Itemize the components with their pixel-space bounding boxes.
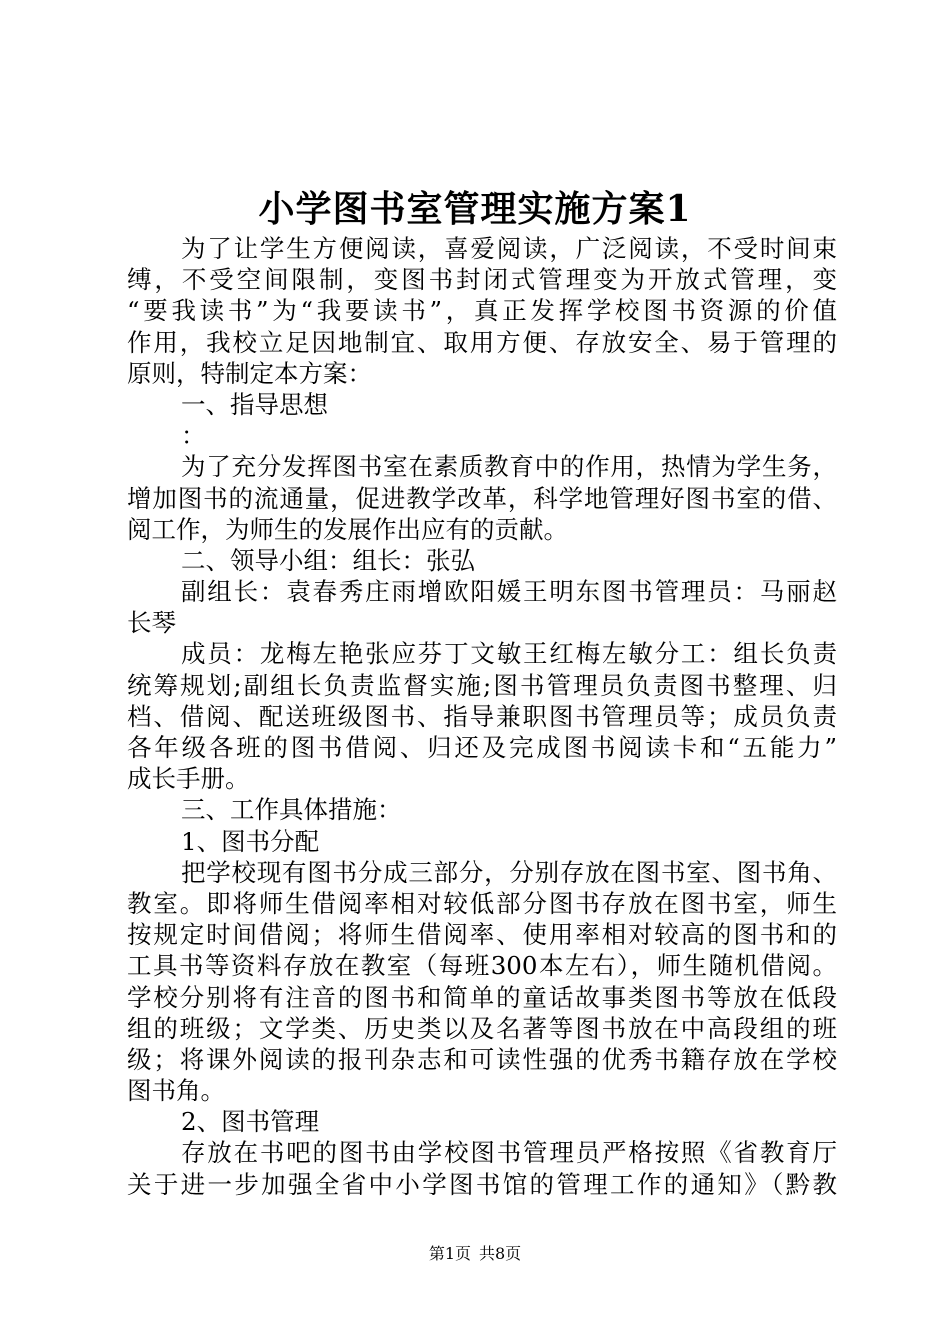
page-title: 小学图书室管理实施方案1 [258, 188, 692, 230]
text-line: 按规定时间借阅；将师生借阅率、使用率相对较高的图书和的 [127, 920, 837, 950]
text-line: ： [181, 421, 206, 451]
text-line: “要我读书”为“我要读书”，真正发挥学校图书资源的价值 [127, 296, 837, 326]
text-line: 图书角。 [127, 1076, 225, 1106]
text-line: 成长手册。 [127, 764, 250, 794]
text-line: 作用，我校立足因地制宜、取用方便、存放安全、易于管理的 [127, 327, 837, 357]
text-line: 成员：龙梅左艳张应芬丁文敏王红梅左敏分工：组长负责 [181, 639, 837, 669]
section-heading: 三、工作具体措施： [181, 795, 402, 825]
text-line: 为了让学生方便阅读，喜爱阅读，广泛阅读，不受时间束 [181, 234, 837, 263]
text-line: 统筹规划;副组长负责监督实施;图书管理员负责图书整理、归 [127, 670, 837, 700]
text-line: 增加图书的流通量，促进教学改革，科学地管理好图书室的借、 [127, 483, 837, 513]
text-line: 原则，特制定本方案： [127, 358, 372, 388]
text-line: 长琴 [127, 608, 176, 638]
text-line: 缚，不受空间限制，变图书封闭式管理变为开放式管理，变 [127, 265, 837, 295]
text-line: 教室。即将师生借阅率相对较低部分图书存放在图书室，师生 [127, 888, 837, 918]
subsection-heading: 2、图书管理 [181, 1107, 320, 1137]
text-line: 副组长：袁春秀庄雨增欧阳媛王明东图书管理员：马丽赵 [181, 577, 837, 607]
text-line: 阅工作，为师生的发展作出应有的贡献。 [127, 514, 568, 544]
text-line: 把学校现有图书分成三部分，分别存放在图书室、图书角、 [181, 857, 837, 887]
text-line: 工具书等资料存放在教室（每班300本左右），师生随机借阅。 [127, 951, 837, 981]
text-line: 为了充分发挥图书室在素质教育中的作用，热情为学生务， [181, 452, 837, 482]
text-line: 存放在书吧的图书由学校图书管理员严格按照《省教育厅 [181, 1138, 837, 1168]
text-line: 组的班级；文学类、历史类以及名著等图书放在中高段组的班 [127, 1013, 837, 1043]
section-heading: 二、领导小组：组长：张弘 [181, 545, 475, 575]
page-total: 共8页 [479, 1244, 522, 1263]
text-line: 学校分别将有注音的图书和简单的童话故事类图书等放在低段 [127, 982, 837, 1012]
page-footer [0, 1243, 950, 1265]
section-heading: 一、指导思想 [181, 389, 328, 419]
text-line: 关于进一步加强全省中小学图书馆的管理工作的通知》（黔教 [127, 1169, 837, 1199]
document-body [127, 233, 837, 1200]
subsection-heading: 1、图书分配 [181, 826, 320, 856]
text-line: 各年级各班的图书借阅、归还及完成图书阅读卡和“五能力” [127, 733, 837, 762]
text-line: 档、借阅、配送班级图书、指导兼职图书管理员等；成员负责 [127, 701, 837, 731]
text-line: 级；将课外阅读的报刊杂志和可读性强的优秀书籍存放在学校 [127, 1044, 837, 1074]
page-number: 第1页 [428, 1244, 471, 1263]
